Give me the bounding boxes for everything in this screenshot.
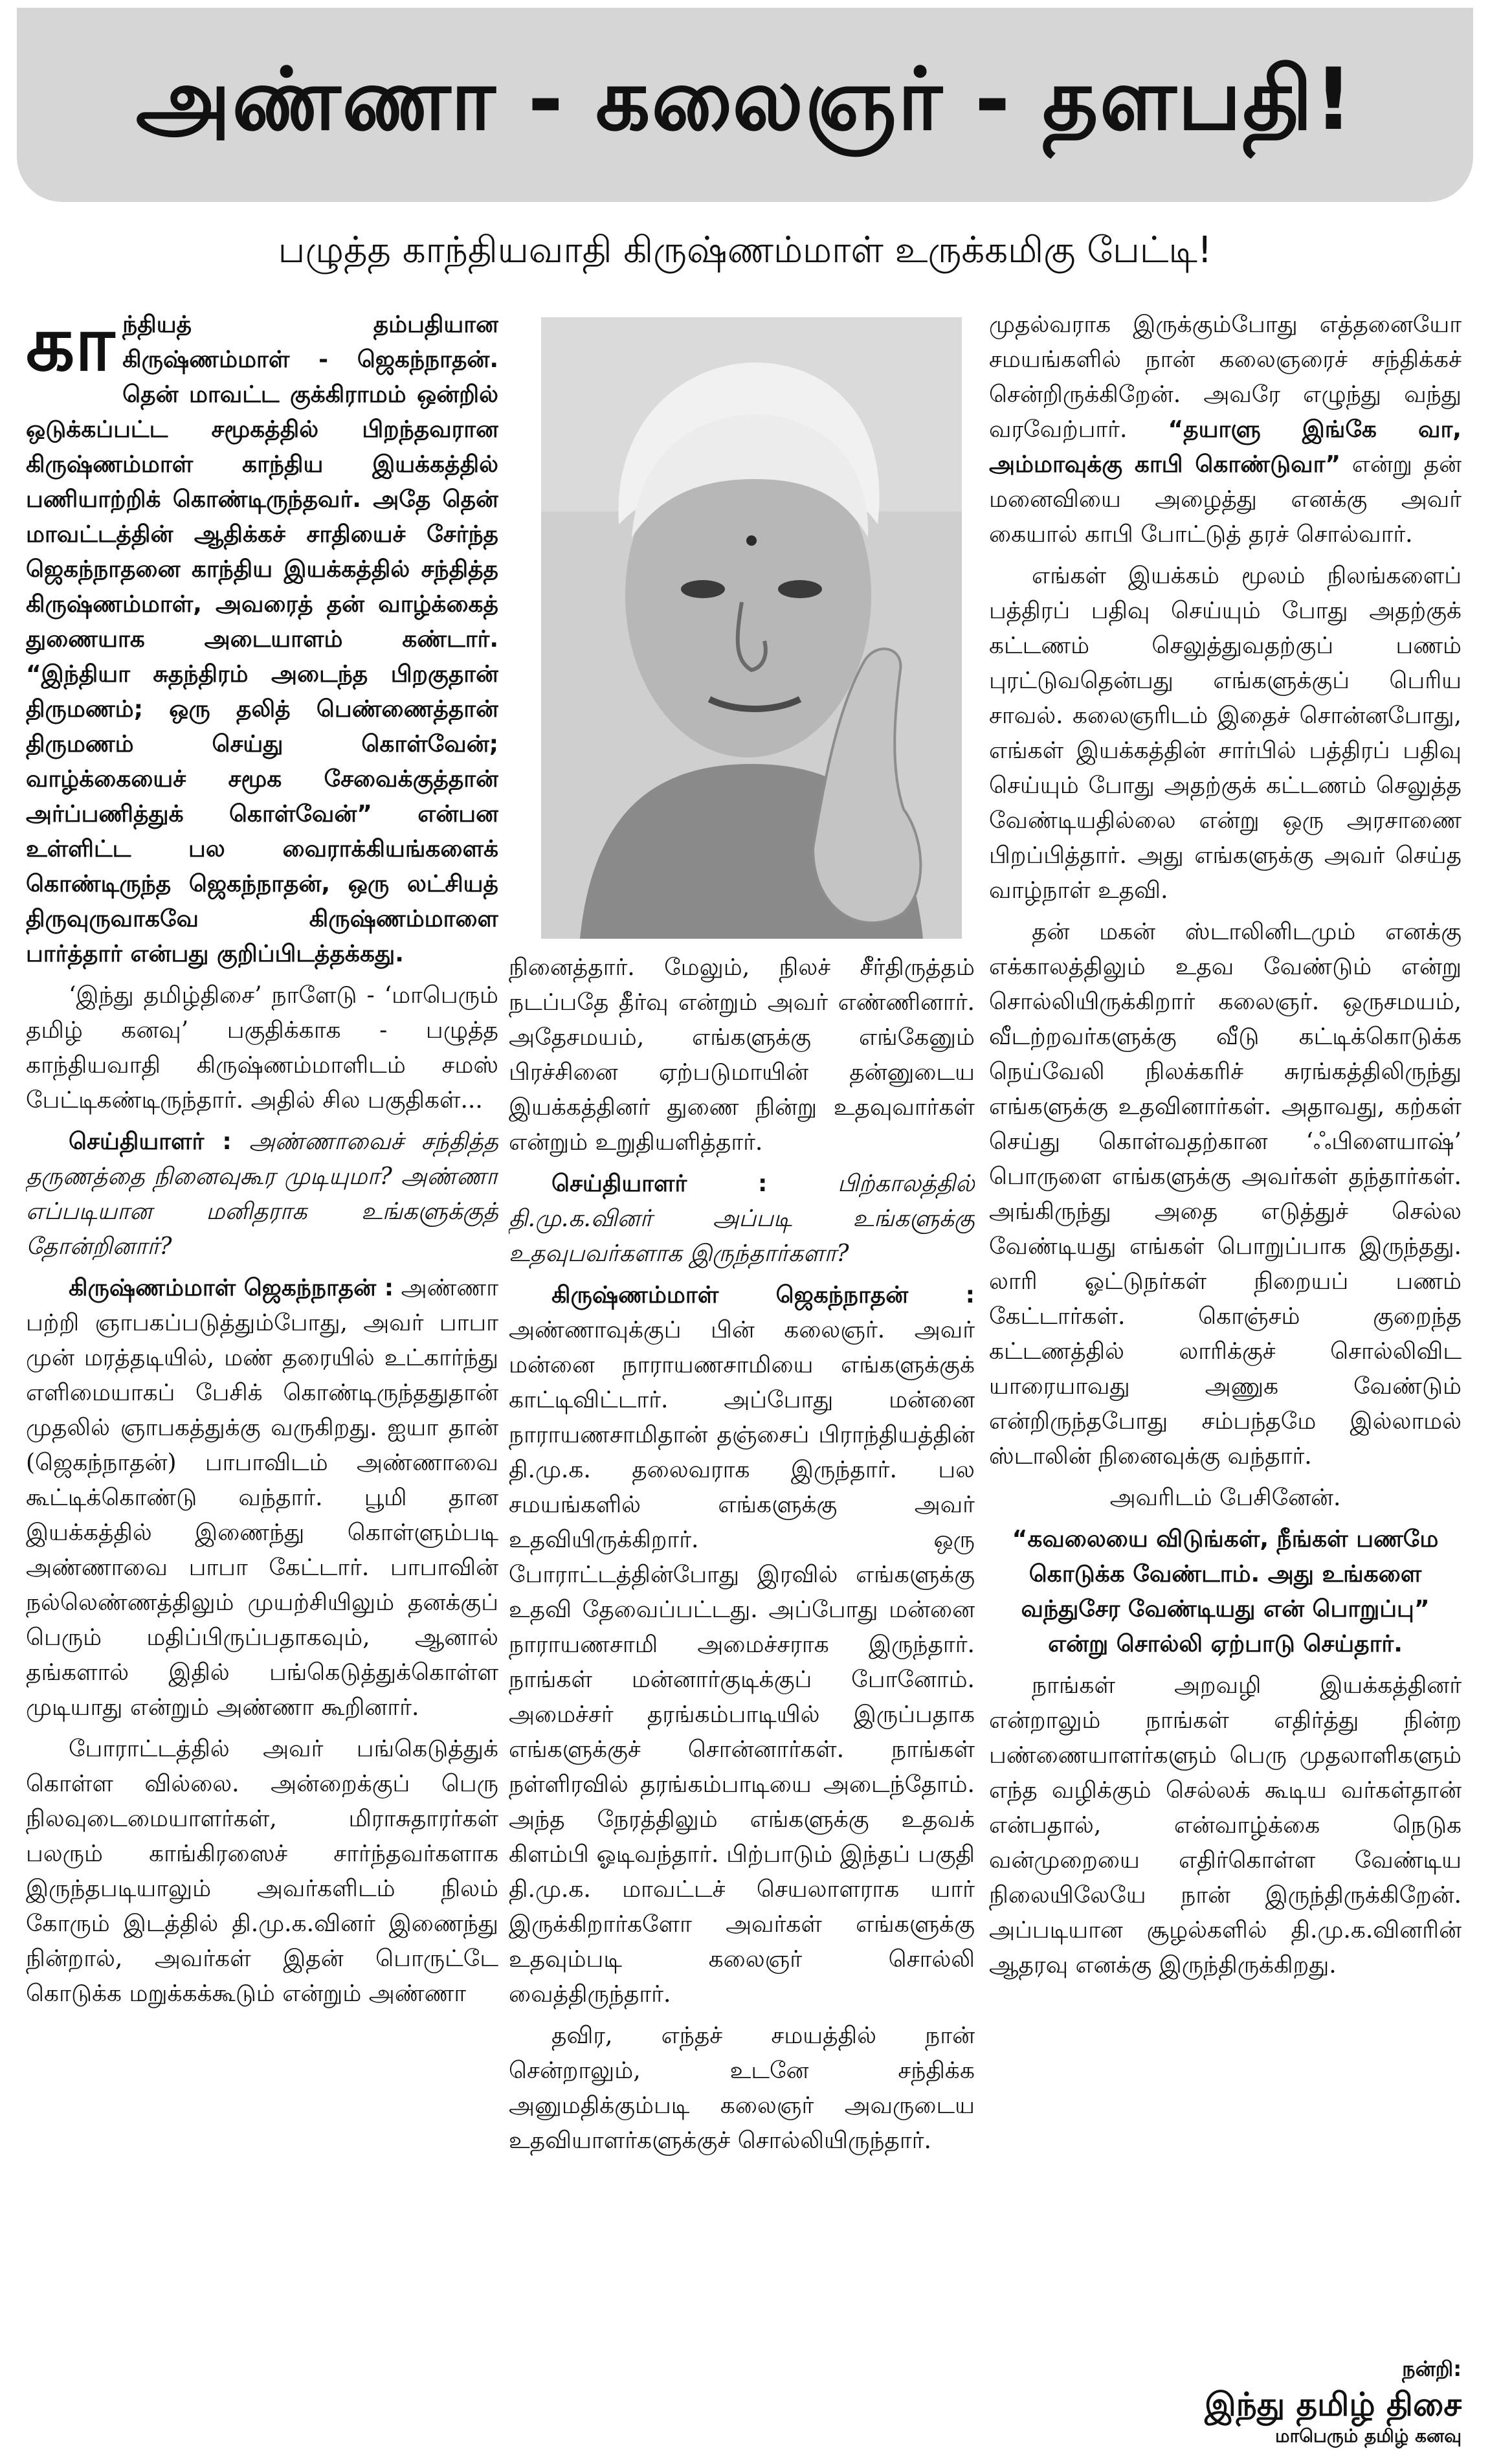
column-3-paragraph-1 [989,308,1462,552]
page-headline: அண்ணா - கலைஞர் - தளபதி! [135,49,1355,150]
question-1-text: அண்ணாவைச் சந்தித்த தருணத்தை நினைவுகூர முடியுமா? அண்ணா எப்படியான மனிதராக உங்களுக்குத் தோன்றினார்? [26,1128,498,1260]
column-3-paragraph-2: எங்கள் இயக்கம் மூலம் நிலங்களைப் பத்திரப் பதிவு செய்யும் போது அதற்குக் கட்டணம் செலுத்துவதற்குப் பணம் புரட்டுவதென்பது எங்களுக்குப் பெரிய சாவல். கலைஞரிடம் இதைச் சொன்னபோது, எங்கள் இயக்கத்தின் சார்பில் பத்திரப் பதிவு செய்யும் போது அதற்குக் கட்டணம் செலுத்த வேண்டியதில்லை என்று ஒரு அரசாணை பிறப்பித்தார். அது எங்களுக்கு அவர் செய்த வாழ்நாள் உதவி. [989,563,1462,904]
answer-2-text: அண்ணாவுக்குப் பின் கலைஞர். அவர் மன்னை நாராயணசாமியை எங்களுக்குக் காட்டிவிட்டார். அப்போது மன்னை நாராயணசாமிதான் தஞ்சைப் பிராந்தியத்தின் தி.மு.க. தலைவராக இருந்தார். பல சமயங்களில் எங்களுக்கு அவர் உதவியிருக்கிறார். ஒரு போராட்டத்தின்போது இரவில் எங்களுக்கு உதவி தேவைப்பட்டது. அப்போது மன்னை நாராயணசாமி அமைச்சராக இருந்தார். நாங்கள் மன்னார்குடிக்குப் போனோம். அமைச்சர் தரங்கம்பாடியில் இருப்பதாக எங்களுக்குச் சொன்னார்கள். நாங்கள் நள்ளிரவில் தரங்கம்பாடியை அடைந்தோம். அந்த நேரத்திலும் எங்களுக்கு உதவக் கிளம்பி ஓடிவந்தார். பிற்பாடும் இந்தப் பகுதி தி.மு.க. மாவட்டச் செயலாளராக யார் இருக்கிறார்களோ அவர்கள் எங்களுக்கு உதவும்படி கலைஞர் சொல்லி வைத்திருந்தார். [509,1317,975,2008]
column-2-paragraph-3: தவிர, எந்தச் சமயத்தில் நான் சென்றாலும், உடனே சந்திக்க அனுமதிக்கும்படி கலைஞர் அவருடைய உதவியாளர்களுக்குச் சொல்லியிருந்தார். [509,2022,975,2154]
credit-thanks: நன்றி: [1402,2357,1462,2381]
column-3-paragraph-1-b: என்று தன் மனைவியை அழைத்து எனக்கு அவர் கையால் காபி போட்டுத் தரச் சொல்வார். [989,451,1462,548]
answer-1-paragraph-2: போராட்டத்தில் அவர் பங்கெடுத்துக் கொள்ள வில்லை. அன்றைக்குப் பெரு நிலவுடைமையாளர்கள், மிராசுதாரர்கள் பலரும் காங்கிரஸைச் சார்ந்தவர்களாக இருந்தபடியாலும் அவர்களிடம் நிலம் கோரும் இடத்தில் தி.மு.க.வினர் இணைந்து நின்றால், அவர்கள் இதன் பொருட்டே கொடுக்க மறுக்கக்கூடும் என்றும் அண்ணா [26,1736,498,2007]
column-2 [509,950,975,2439]
answer-1 [26,1271,498,1725]
intro-bold-text: ந்தியத் தம்பதியான கிருஷ்ணம்மாள் - ஜெகந்நாதன். தென் மாவட்ட குக்கிராமம் ஒன்றில் ஒடுக்கப்பட்ட சமூகத்தில் பிறந்தவரான கிருஷ்ணம்மாள் காந்திய இயக்கத்தில் பணியாற்றிக் கொண்டிருந்தவர். அதே தென் மாவட்டத்தின் ஆதிக்கச் சாதியைச் சேர்ந்த ஜெகந்நாதனை காந்திய இயக்கத்தில் சந்தித்த கிருஷ்ணம்மாள், அவரைத் தன் வாழ்க்கைத் துணையாக அடையாளம் கண்டார். “இந்தியா சுதந்திரம் அடைந்த பிறகுதான் திருமணம்; ஒரு தலித் பெண்ணைத்தான் திருமணம் செய்து கொள்வேன்; வாழ்க்கையைச் சமூக சேவைக்குத்தான் அர்ப்பணித்துக் கொள்வேன்” என்பன உள்ளிட்ட பல வைராக்கியங்களைக் கொண்டிருந்த ஜெகந்நாதன், ஒரு லட்சியத் திருவுருவாகவே கிருஷ்ணம்மாளை பார்த்தார் என்பது குறிப்பிடத்தக்கது. [26,311,498,967]
question-2-label: செய்தியாளர் : [551,1170,768,1197]
answer-1-label: கிருஷ்ணம்மாள் ஜெகந்நாதன் : [69,1275,394,1301]
stalin-quote: “கவலையை விடுங்கள், நீங்கள் பணமே கொடுக்க வேண்டாம். அது உங்களை வந்துசேர வேண்டியது என் பொறுப்பு” என்று சொல்லி ஏற்பாடு செய்தார். [1012,1526,1439,1657]
column-2-paragraph-1: நினைத்தார். மேலும், நிலச் சீர்திருத்தம் நடப்பதே தீர்வு என்றும் அவர் எண்ணினார். அதேசமயம், எங்களுக்கு எங்கேனும் பிரச்சினை ஏற்படுமாயின் தன்னுடைய இயக்கத்தினர் துணை நின்று உதவுவார்கள் என்றும் உறுதியளித்தார். [509,954,975,1156]
portrait-photo [541,317,962,939]
intro-paragraph-2: ‘இந்து தமிழ்திசை’ நாளேடு - ‘மாபெரும் தமிழ் கனவு’ பகுதிக்காக - பழுத்த காந்தியவாதி கிருஷ்ணம்மாளிடம் சமஸ் பேட்டிகண்டிருந்தார். அதில் சில பகுதிகள்... [26,982,498,1114]
portrait-illustration [541,317,962,939]
column-1 [26,308,498,2444]
column-3-paragraph-4-lead: அவரிடம் பேசினேன். [1109,1484,1341,1511]
column-3-paragraph-3: தன் மகன் ஸ்டாலினிடமும் எனக்கு எக்காலத்திலும் உதவ வேண்டும் என்று சொல்லியிருக்கிறார் கலைஞர். ஒருசமயம், வீடற்றவர்களுக்கு வீடு கட்டிக்கொடுக்க நெய்வேலி நிலக்கரிச் சுரங்கத்திலிருந்து எங்களுக்கு உதவினார்கள். அதாவது, கற்கள் செய்து கொள்வதற்கான ‘ஃபிளையாஷ்’ பொருளை எங்களுக்கு அவர்கள் தந்தார்கள். அங்கிருந்து அதை எடுத்துச் செல்ல வேண்டியது எங்கள் பொறுப்பாக இருந்தது. லாரி ஓட்டுநர்கள் நிறையப் பணம் கேட்டார்கள். கொஞ்சம் குறைந்த கட்டணத்தில் லாரிக்குச் சொல்லிவிட யாரையாவது அணுக வேண்டும் என்றிருந்தபோது சம்பந்தமே இல்லாமல் ஸ்டாலின் நினைவுக்கு வந்தார். [989,919,1462,1470]
dayalu-quote: “தயாளு இங்கே வா, அம்மாவுக்கு காபி கொண்டுவா” [989,416,1462,478]
column-3-paragraph-1-a: முதல்வராக இருக்கும்போது எத்தனையோ சமயங்களில் நான் கலைஞரைச் சந்திக்கச் சென்றிருக்கிறேன். அவரே எழுந்து வந்து வரவேற்பார். [989,311,1462,443]
drop-cap: கா [26,308,115,388]
answer-2 [509,1278,975,2012]
answer-2-label: கிருஷ்ணம்மாள் ஜெகந்நாதன் : [551,1282,975,1308]
page-subheadline: பழுத்த காந்தியவாதி கிருஷ்ணம்மாள் உருக்கமிகு பேட்டி! [278,229,1212,271]
question-2-text: பிற்காலத்தில் தி.மு.க.வினர் அப்படி உங்களுக்கு உதவுபவர்களாக இருந்தார்களா? [509,1170,975,1267]
question-1 [26,1125,498,1264]
credit-source-name: இந்து தமிழ் திசை [1205,2386,1462,2423]
column-3-paragraph-5: நாங்கள் அறவழி இயக்கத்தினர் என்றாலும் நாங்கள் எதிர்த்து நின்ற பண்ணையாளர்களும் பெரு முதலாளிகளும் எந்த வழிக்கும் செல்லக் கூடிய வர்கள்தான் என்பதால், என்வாழ்க்கை நெடுக வன்முறையை எதிர்கொள்ள வேண்டிய நிலையிலேயே நான் இருந்திருக்கிறேன். அப்படியான சூழல்களில் தி.மு.க.வினரின் ஆதரவு எனக்கு இருந்திருக்கிறது. [989,1672,1462,1978]
question-1-label: செய்தியாளர் : [69,1128,232,1155]
column-3 [989,308,1462,2444]
source-credit [989,2357,1462,2454]
credit-subtitle: மாபெரும் தமிழ் கனவு [1275,2425,1462,2447]
question-2 [509,1167,975,1271]
answer-1-text: அண்ணா பற்றி ஞாபகப்படுத்தும்போது, அவர் பாபா முன் மரத்தடியில், மண் தரையில் உட்கார்ந்து எளிமையாகப் பேசிக் கொண்டிருந்ததுதான் முதலில் ஞாபகத்துக்கு வருகிறது. ஐயா தான் (ஜெகந்நாதன்) பாபாவிடம் அண்ணாவை கூட்டிக்கொண்டு வந்தார். பூமி தான இயக்கத்தில் இணைந்து கொள்ளும்படி அண்ணாவை பாபா கேட்டார். பாபாவின் நல்லெண்ணத்திலும் முயற்சியிலும் தனக்குப் பெரும் மதிப்பிருப்பதாகவும், ஆனால் தங்களால் இதில் பங்கெடுத்துக்கொள்ள முடியாது என்றும் அண்ணா கூறினார். [26,1275,498,1721]
